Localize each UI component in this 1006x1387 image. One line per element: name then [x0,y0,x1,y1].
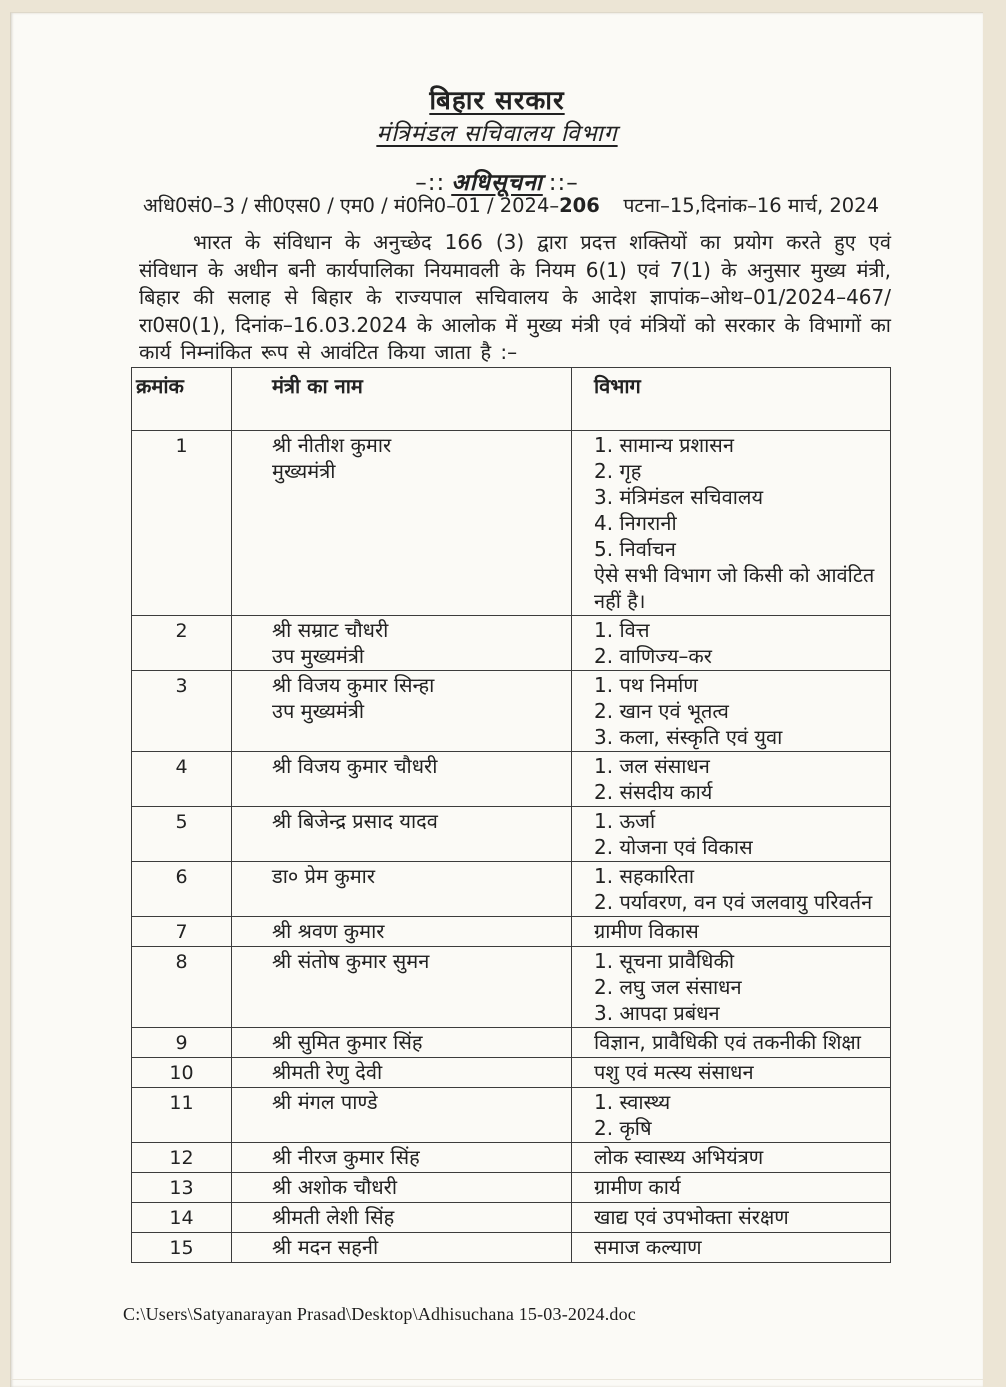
col-header-minister-name: मंत्री का नाम [232,368,572,431]
minister-name: श्री सम्राट चौधरी [272,618,389,642]
table-row [132,917,891,947]
departments-cell [572,1028,891,1058]
table-row [132,807,891,862]
department-item: 1. ऊर्जा [594,809,656,833]
department-item: 3. मंत्रिमंडल सचिवालय [594,485,764,509]
department-item: 1. सामान्य प्रशासन [594,433,734,457]
reference-line [143,193,879,219]
department-item: 1. जल संसाधन [594,754,710,778]
minister-name-cell [232,431,572,616]
body-paragraph: भारत के संविधान के अनुच्छेद 166 (3) द्वारा प्रदत्त शक्तियों का प्रयोग करते हुए एवं संविधान के अधीन बनी कार्यपालिका नियमावली के नियम 6(1) एवं 7(1) के अनुसार मुख्य मंत्री, बिहार की सलाह से बिहार के राज्यपाल सचिवालय के आदेश ज्ञापांक–ओथ–01/2024–467/रा0स0(1), दिनांक–16.03.2024 के आलोक में मुख्य मंत्री एवं मंत्रियों को सरकार के विभागों का कार्य निम्नांकित रूप से आवंटित किया जाता है :– [139,230,891,364]
serial-cell: 13 [132,1173,232,1203]
serial-cell: 6 [132,862,232,917]
departments-cell [572,616,891,671]
table-row [132,1088,891,1143]
government-title: बिहार सरकार [429,86,565,116]
departments-cell [572,671,891,752]
minister-name-cell [232,947,572,1028]
table-row [132,1233,891,1263]
departments-cell [572,917,891,947]
minister-name: श्री मंगल पाण्डे [272,1090,378,1114]
minister-name: श्री संतोष कुमार सुमन [272,949,430,973]
departments-cell [572,1143,891,1173]
minister-name: श्री विजय कुमार चौधरी [272,754,438,778]
serial-cell: 2 [132,616,232,671]
serial-cell: 7 [132,917,232,947]
minister-name-cell [232,917,572,947]
serial-cell: 15 [132,1233,232,1263]
department-item: 1. सूचना प्रावैधिकी [594,949,734,973]
minister-name-cell [232,616,572,671]
table-row [132,1058,891,1088]
minister-name-cell [232,1028,572,1058]
table-row [132,671,891,752]
serial-cell: 14 [132,1203,232,1233]
document-header [11,85,983,197]
table-row [132,1173,891,1203]
departments-cell [572,752,891,807]
table-row [132,1143,891,1173]
col-header-department: विभाग [572,368,891,431]
department-item: विज्ञान, प्रावैधिकी एवं तकनीकी शिक्षा [594,1030,861,1054]
departments-cell [572,1233,891,1263]
departments-cell [572,1173,891,1203]
serial-cell: 12 [132,1143,232,1173]
department-item: 3. आपदा प्रबंधन [594,1001,720,1025]
serial-cell: 11 [132,1088,232,1143]
minister-name-cell [232,1058,572,1088]
department-item: 1. वित्त [594,618,650,642]
document-page [10,12,983,1387]
minister-name: श्रीमती लेशी सिंह [272,1205,395,1229]
notification-label: अधिसूचना [451,170,543,196]
department-item: 2. लघु जल संसाधन [594,975,742,999]
department-title: मंत्रिमंडल सचिवालय विभाग [376,121,618,147]
minister-name-cell [232,752,572,807]
serial-cell: 1 [132,431,232,616]
departments-cell [572,1088,891,1143]
minister-name-cell [232,1233,572,1263]
memo-number-bold: 206 [559,194,600,217]
col-header-serial: क्रमांक [132,368,232,431]
departments-cell [572,862,891,917]
minister-name-cell [232,1143,572,1173]
department-item: 1. पथ निर्माण [594,673,698,697]
department-item: 5. निर्वाचन [594,537,676,561]
table-row [132,431,891,616]
department-item: ग्रामीण विकास [594,919,699,943]
file-path-footer: C:\Users\Satyanarayan Prasad\Desktop\Adhisuchana 15-03-2024.doc [123,1304,636,1324]
minister-name: श्रीमती रेणु देवी [272,1060,383,1084]
department-item: पशु एवं मत्स्य संसाधन [594,1060,754,1084]
department-item: 2. संसदीय कार्य [594,780,713,804]
department-item: खाद्य एवं उपभोक्ता संरक्षण [594,1205,789,1229]
minister-designation: मुख्यमंत्री [272,459,336,483]
scan-edge-line [11,1379,983,1380]
minister-designation: उप मुख्यमंत्री [272,699,365,723]
minister-name: श्री नीरज कुमार सिंह [272,1145,420,1169]
minister-name-cell [232,1173,572,1203]
minister-name: श्री सुमित कुमार सिंह [272,1030,423,1054]
allocation-table [131,367,891,1263]
memo-number: अधि0सं0–3 / सी0एस0 / एम0 / मं0नि0–01 / 2024–206 [143,194,600,217]
departments-cell [572,1058,891,1088]
table-row [132,752,891,807]
minister-name-cell [232,862,572,917]
minister-name: श्री अशोक चौधरी [272,1175,398,1199]
serial-cell: 10 [132,1058,232,1088]
department-item: 1. सहकारिता [594,864,695,888]
department-item: 2. कृषि [594,1116,652,1140]
minister-name: श्री विजय कुमार सिन्हा [272,673,435,697]
department-item: 2. गृह [594,459,642,483]
notification-prefix: –:: [415,170,446,196]
departments-cell [572,807,891,862]
departments-cell [572,1203,891,1233]
department-item: 2. योजना एवं विकास [594,835,753,859]
minister-name: श्री बिजेन्द्र प्रसाद यादव [272,809,438,833]
minister-name: श्री नीतीश कुमार [272,433,392,457]
minister-name-cell [232,1088,572,1143]
department-item: ग्रामीण कार्य [594,1175,681,1199]
table-row [132,862,891,917]
minister-name: श्री मदन सहनी [272,1235,379,1259]
serial-cell: 4 [132,752,232,807]
table-header-row [132,368,891,431]
minister-name: श्री श्रवण कुमार [272,919,385,943]
department-item: 4. निगरानी [594,511,677,535]
notification-suffix: ::– [548,170,579,196]
department-item: ऐसे सभी विभाग जो किसी को आवंटित नहीं है। [594,563,875,613]
table-row [132,1028,891,1058]
minister-designation: उप मुख्यमंत्री [272,644,365,668]
departments-cell [572,947,891,1028]
table-row [132,616,891,671]
department-item: 2. खान एवं भूतत्व [594,699,729,723]
minister-name-cell [232,1203,572,1233]
department-item: 2. वाणिज्य–कर [594,644,712,668]
departments-cell [572,431,891,616]
department-item: 3. कला, संस्कृति एवं युवा [594,725,783,749]
minister-name-cell [232,671,572,752]
minister-name: डा० प्रेम कुमार [272,864,376,888]
department-item: 2. पर्यावरण, वन एवं जलवायु परिवर्तन [594,890,873,914]
serial-cell: 9 [132,1028,232,1058]
minister-name-cell [232,807,572,862]
place-and-date: पटना–15,दिनांक–16 मार्च, 2024 [623,194,879,217]
table-row [132,1203,891,1233]
serial-cell: 8 [132,947,232,1028]
serial-cell: 5 [132,807,232,862]
table-row [132,947,891,1028]
department-item: लोक स्वास्थ्य अभियंत्रण [594,1145,764,1169]
serial-cell: 3 [132,671,232,752]
department-item: समाज कल्याण [594,1235,702,1259]
department-item: 1. स्वास्थ्य [594,1090,671,1114]
